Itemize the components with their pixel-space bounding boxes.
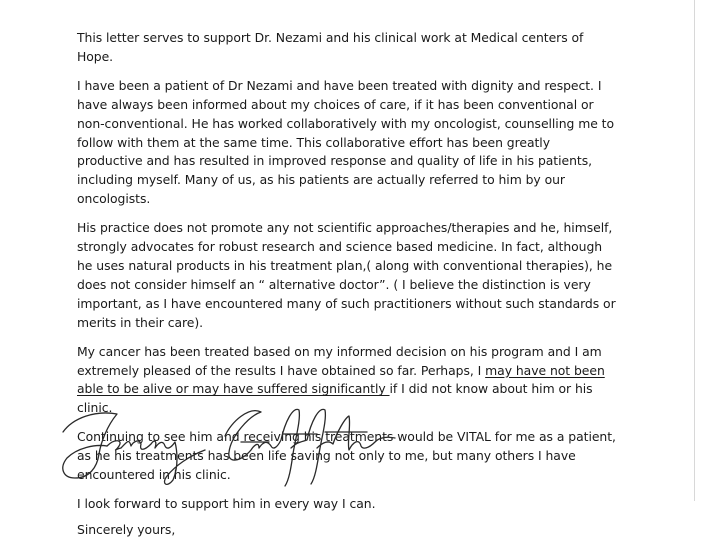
paragraph-3-start: My cancer has been treated based on my informed decision on his program and I am extremely pleased of the results I have obtained so far. Perhaps, I — [77, 343, 602, 378]
paragraph-3-end: if I did not know about him or his clinic. — [77, 381, 593, 416]
letter-paragraph-1: I have been a patient of Dr Nezami and have been treated with dignity and respect. I have always been informed about my choices of care, if it has been conventional or non-conventional. He has worked collaboratively with my oncologist, counselling me to follow with them at the same time. This collaborative effort has been greatly productive and has resulted in improved response and quality of life in his patients, including myself. Many of us, as his patients are actually referred to him by our oncologists. — [77, 77, 615, 207]
letter-closing: Sincerely yours, — [77, 521, 176, 537]
letter-paragraph-2: His practice does not promote any not scientific approaches/therapies and he, himself, strongly advocates for robust research and science based medicine. In fact, although he uses natural products in his treatment plan,( along with conventional therapies), he does not consider himself an “ alternative doctor”. ( I believe the distinction is very important, as I have encountered many of such practitioners without such standards or merits in their care). — [77, 220, 616, 330]
paragraph-3-underlined: may have not been able to be alive or may have suffered significantly — [77, 362, 605, 397]
letter-paragraph-5: I look forward to support him in every way I can. — [77, 495, 376, 511]
letter-opening: This letter serves to support Dr. Nezami and his clinical work at Medical centers of Hope. — [77, 30, 584, 64]
page-edge-line — [694, 0, 695, 501]
handwritten-signature — [55, 392, 415, 492]
letter-paragraph-4: Continuing to see him and receiving his treatments would be VITAL for me as a patient, as he his treatments has been life saving not only to me, but many others I have encountered in his clinic. — [77, 429, 616, 483]
